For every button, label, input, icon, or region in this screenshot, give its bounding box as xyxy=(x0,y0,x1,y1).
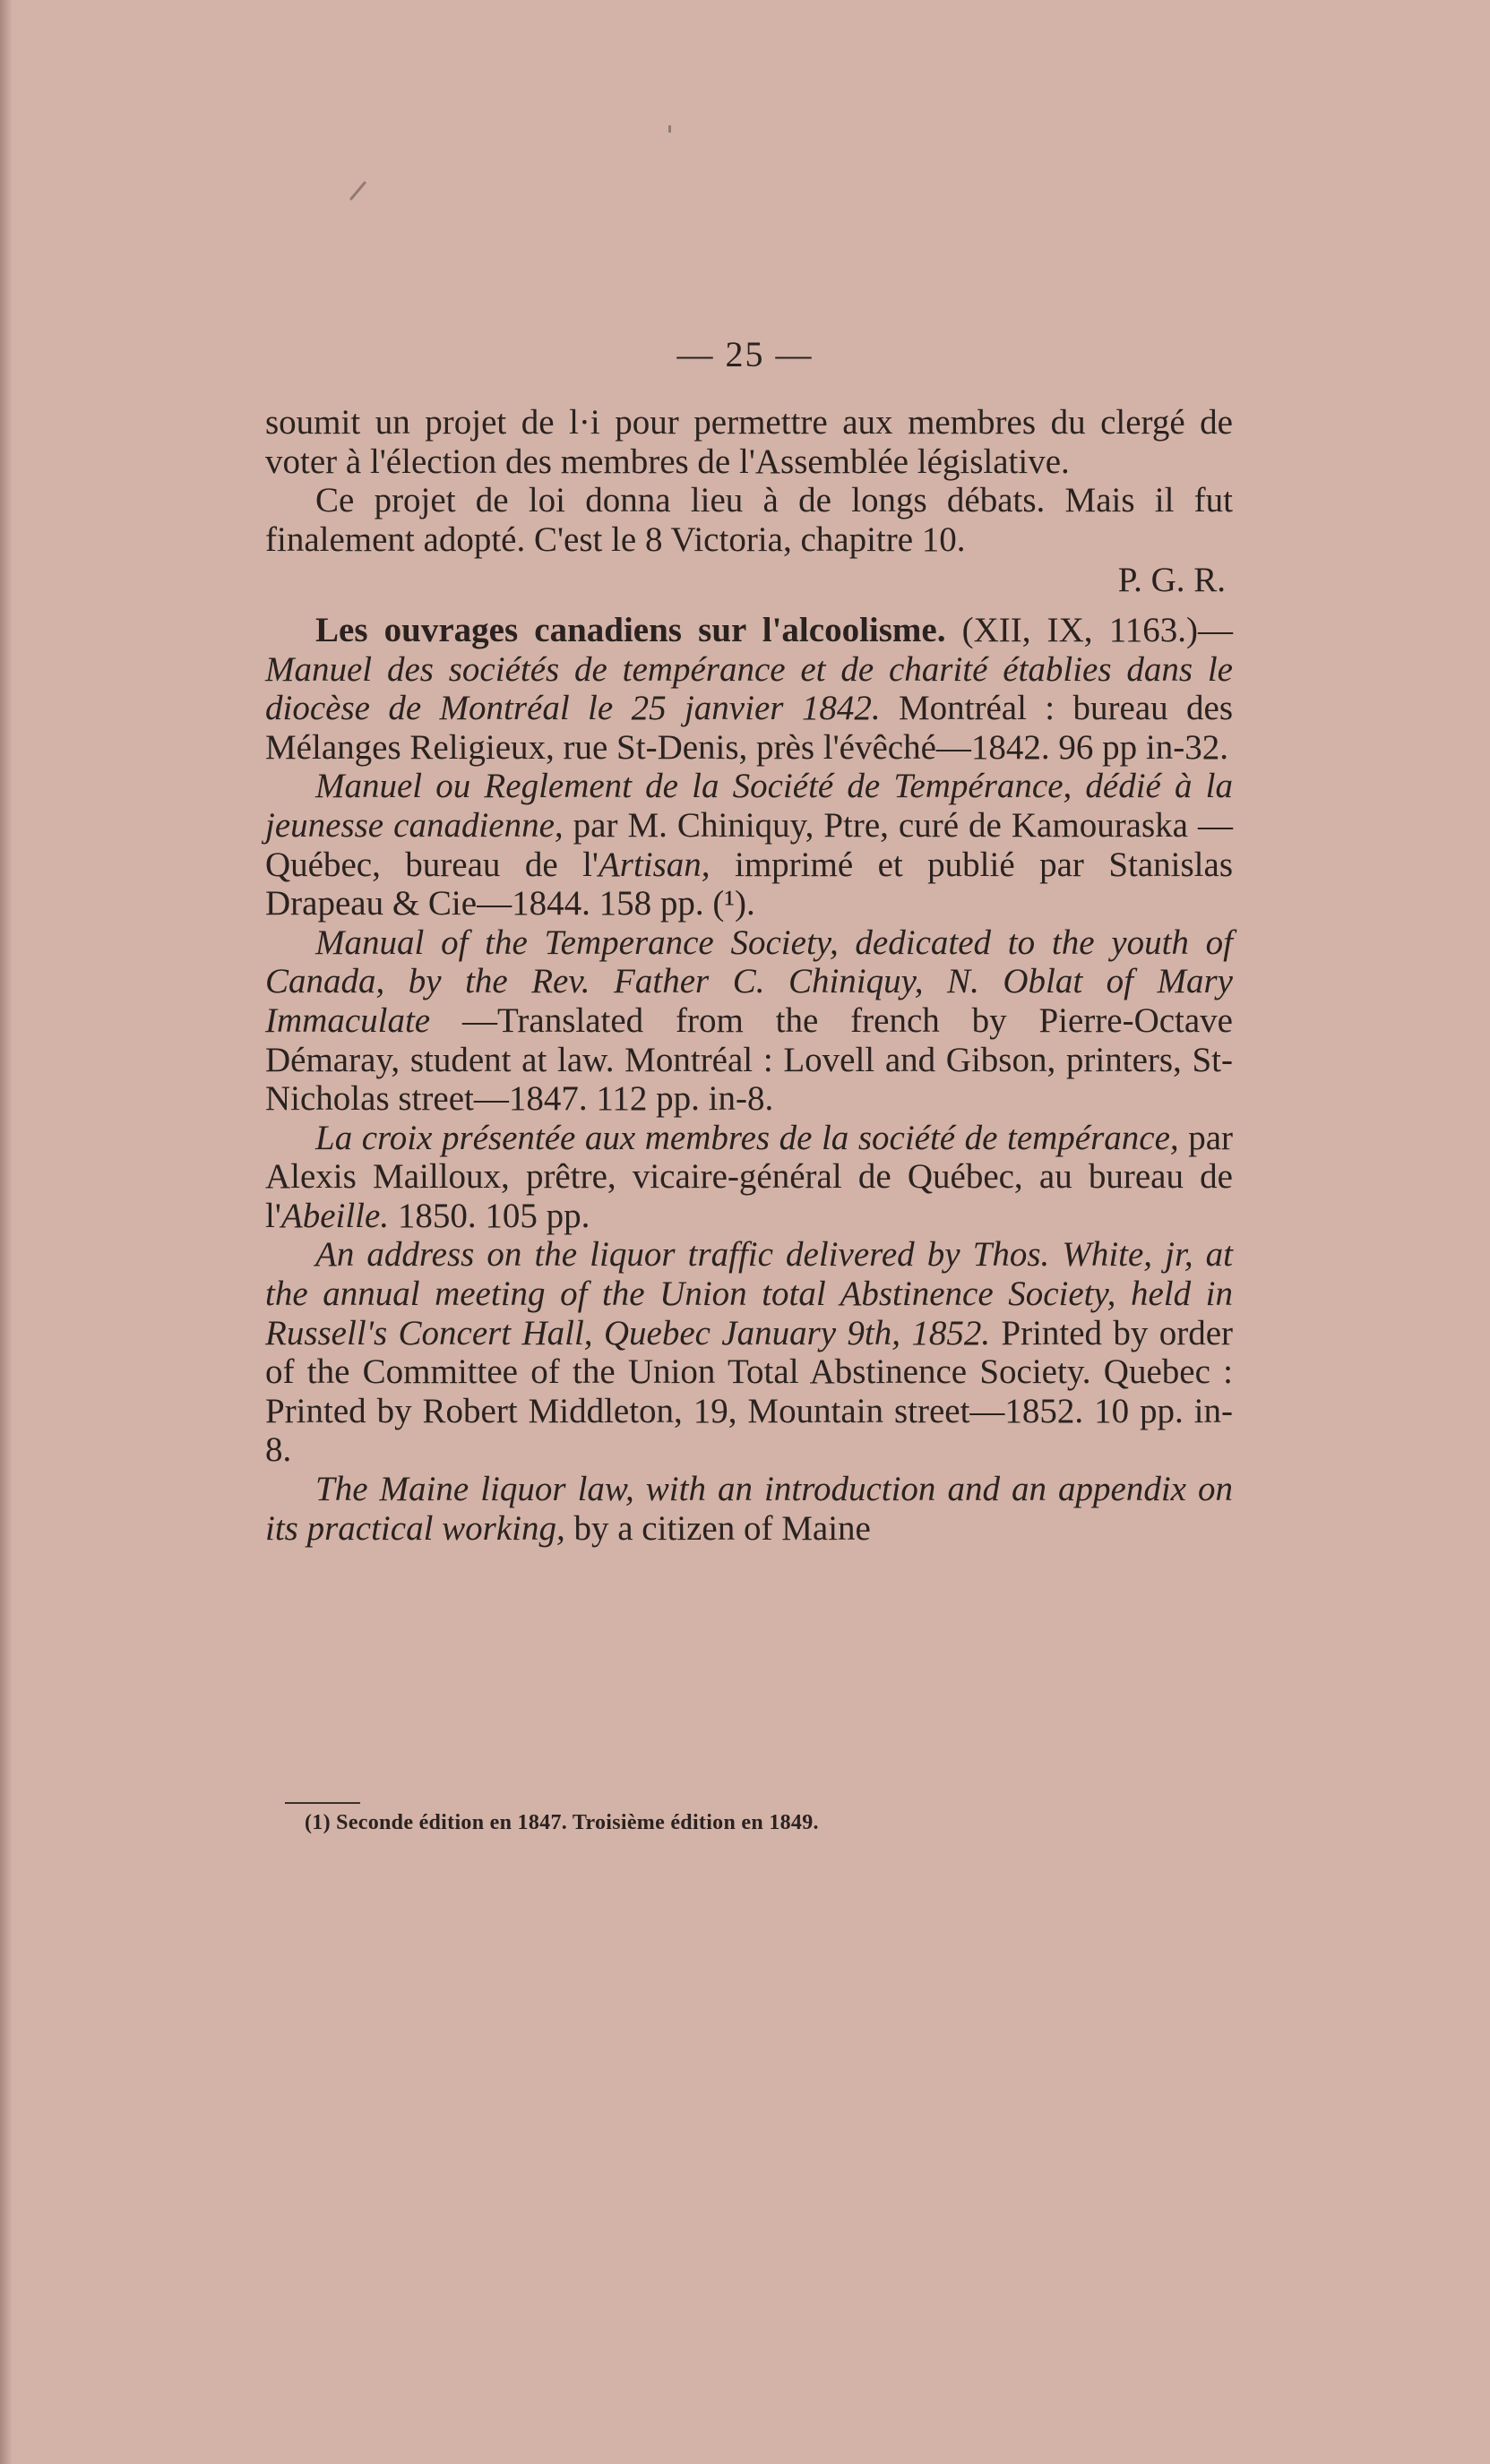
publication-info: 1850. 105 pp. xyxy=(389,1196,590,1235)
book-title-la-croix: La croix présentée aux membres de la société de tempérance, xyxy=(315,1118,1179,1157)
author-info: par Alexis Mailloux, prêtre, vicaire-général de Québec, au bureau de l' xyxy=(265,1118,1233,1235)
author-info: par M. Chiniquy, Ptre, curé de Kamouraska —Québec, bureau de l' xyxy=(265,805,1233,884)
author-initials: P. G. R. xyxy=(1117,561,1226,600)
book-title-manual-temperance: Manual of the Temperance Society, dedicated to the youth of Canada, by the Rev. Father C. Chiniquy, N. Oblat of Mary Immaculate xyxy=(265,923,1233,1040)
paragraph-la-croix xyxy=(265,1119,1233,1236)
footnote: (1) Seconde édition en 1847. Troisième édition en 1849. xyxy=(305,1811,819,1834)
body-text xyxy=(265,403,1233,1548)
book-title-maine-law: The Maine liquor law, with an introduction and an appendix on its practical working, xyxy=(265,1470,1233,1548)
author-info: by a citizen of Maine xyxy=(564,1508,871,1548)
page-number: — 25 — xyxy=(676,334,814,374)
book-title-manuel-societes: Manuel des sociétés de tempérance et de charité établies dans le diocèse de Montréal le 25 janvier 1842. xyxy=(265,649,1233,728)
pencil-mark xyxy=(349,181,366,201)
publisher-name: Artisan, xyxy=(598,845,711,884)
section-heading: Les ouvrages canadiens sur l'alcoolisme. xyxy=(315,610,946,649)
paragraph-debats: Ce projet de loi donna lieu à de longs débats. Mais il fut finalement adopté. C'est le 8 Victoria, chapitre 10. xyxy=(265,481,1233,559)
ink-speck xyxy=(668,125,671,133)
paragraph-maine-law xyxy=(265,1470,1233,1548)
paragraph-manuel-reglement xyxy=(265,767,1233,923)
footnote-rule xyxy=(285,1802,360,1804)
publication-info: Printed by order of the Committee of the Union Total Abstinence Society. Quebec : Printed by Robert Middleton, 19, Mountain street—1852. 10 pp. in-8. xyxy=(265,1313,1233,1470)
publisher-name: Abeille. xyxy=(280,1196,390,1235)
publication-info: —Translated from the french by Pierre-Octave Démaray, student at law. Montréal : Lovell and Gibson, printers, St-Nicholas street—1847. 112 pp. in-8. xyxy=(265,1000,1233,1119)
paragraph-manual-temperance xyxy=(265,923,1233,1119)
book-title-manuel-reglement: Manuel ou Reglement de la Société de Tempérance, dédié à la jeunesse canadienne, xyxy=(265,767,1233,845)
reference-number: (XII, IX, 1163.)— xyxy=(945,610,1234,649)
paragraph-projet-de-loi: soumit un projet de l·i pour permettre aux membres du clergé de voter à l'élection des membres de l'Assemblée législative. xyxy=(265,403,1233,481)
paragraph-ouvrages-canadiens xyxy=(265,611,1233,767)
publication-info: imprimé et publié par Stanislas Drapeau & Cie—1844. 158 pp. (¹). xyxy=(265,845,1234,923)
paragraph-liquor-traffic xyxy=(265,1235,1233,1470)
book-title-address-liquor: An address on the liquor traffic delivered by Thos. White, jr, at the annual meeting of the Union total Abstinence Society, held in Russell's Concert Hall, Quebec January 9th, 1852. xyxy=(265,1235,1233,1352)
publication-info: Montréal : bureau des Mélanges Religieux, rue St-Denis, près l'évêché—1842. 96 pp in-32. xyxy=(265,689,1234,767)
